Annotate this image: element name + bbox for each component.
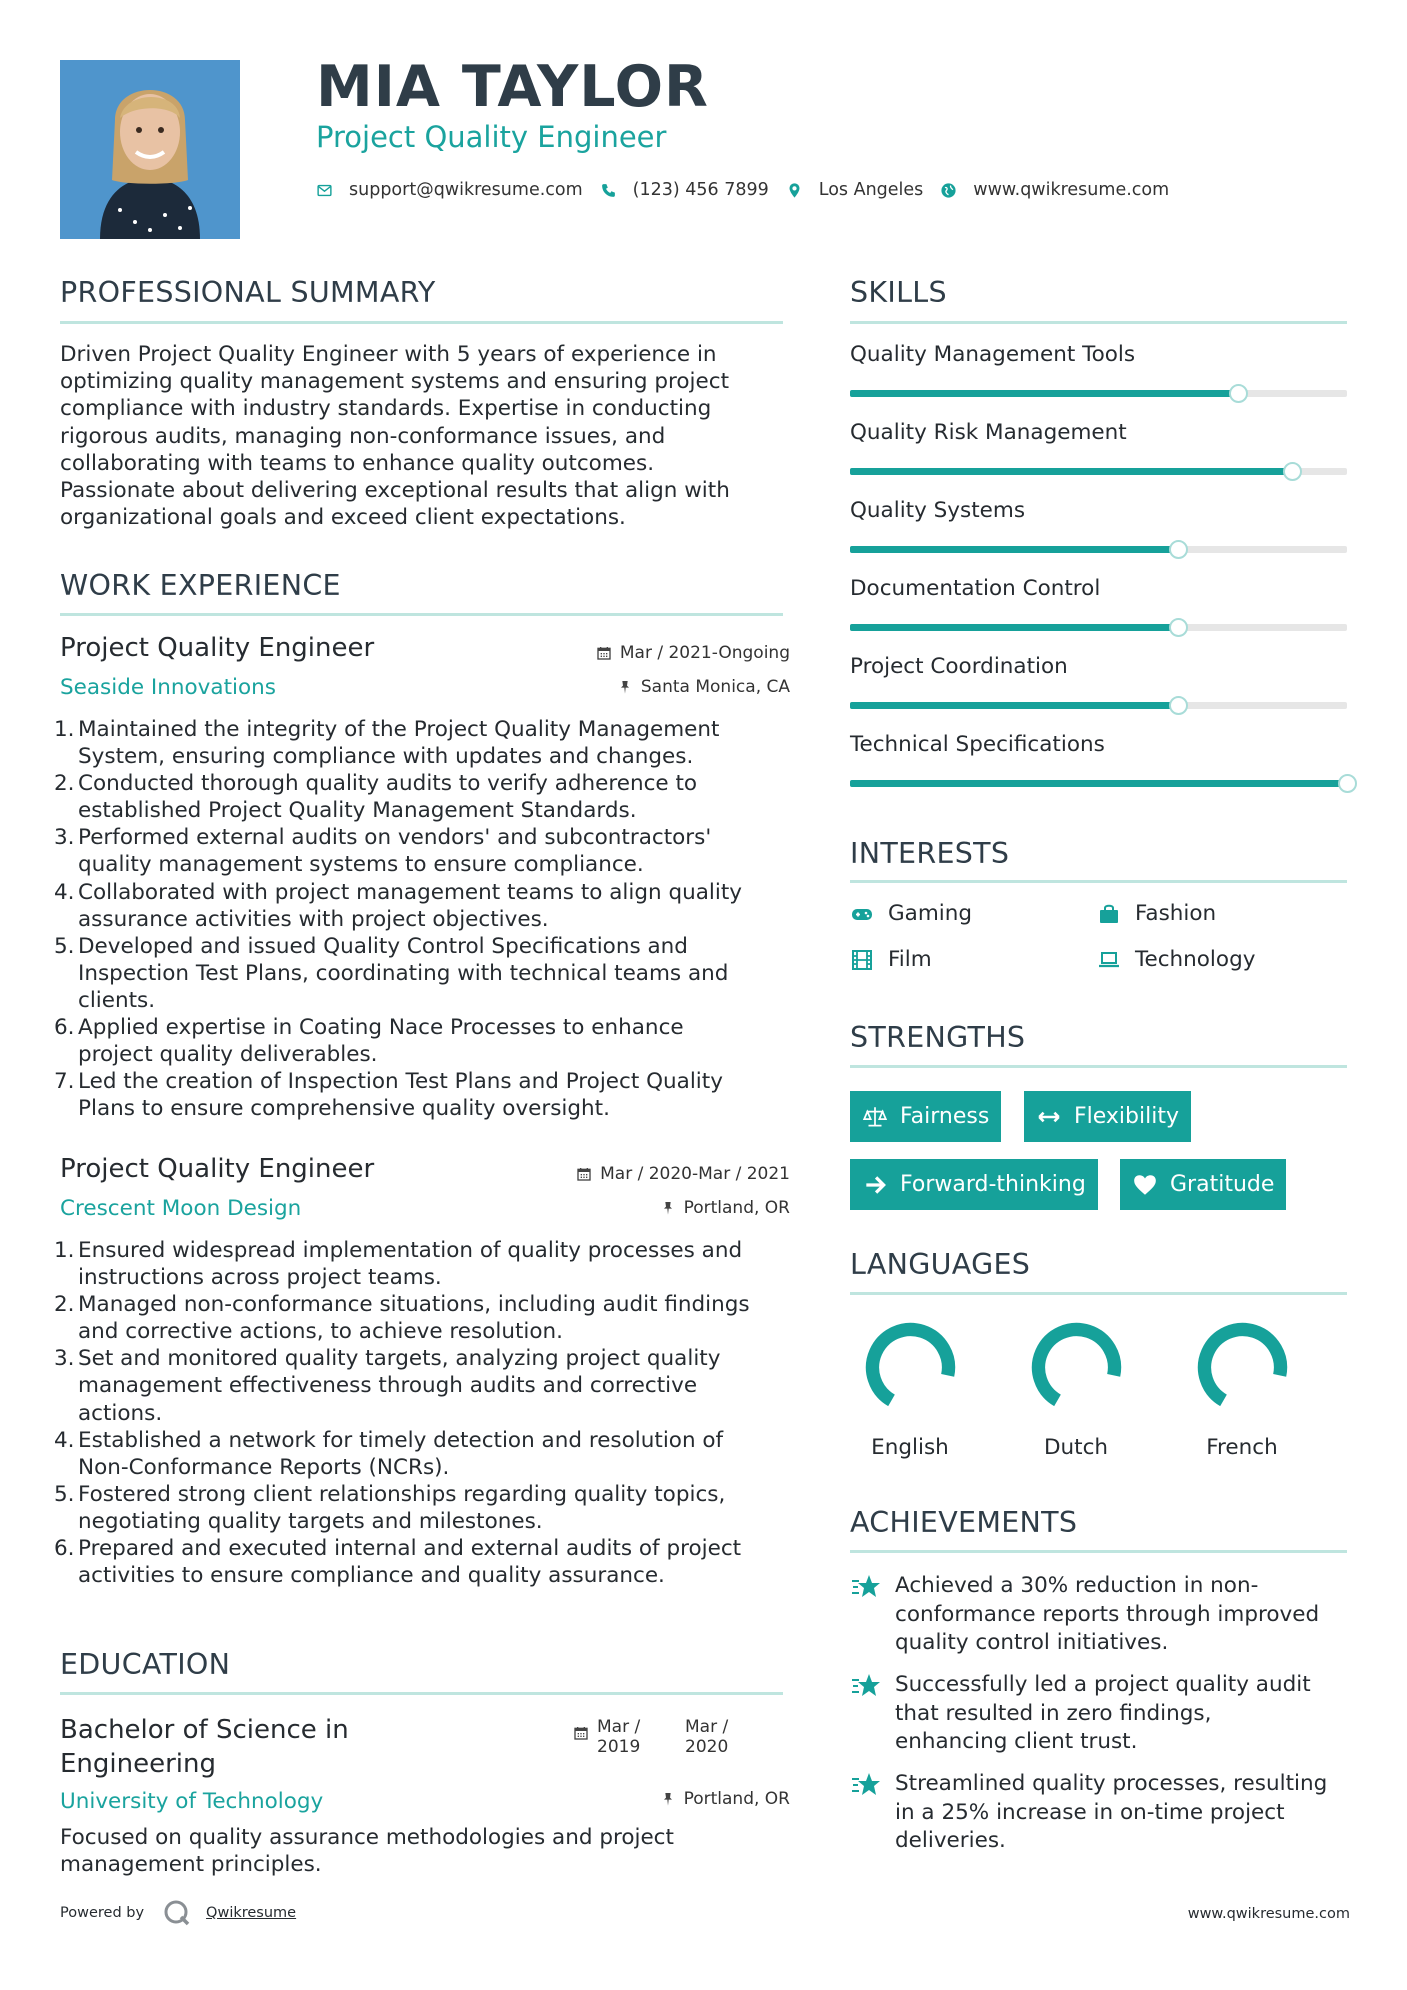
- job-title: Project Quality Engineer: [60, 633, 375, 663]
- skill-label: Quality Management Tools: [850, 342, 1136, 367]
- language-ring: [1029, 1320, 1124, 1415]
- summary-line: organizational goals and exceed client expectations.: [60, 505, 626, 531]
- qwikresume-link[interactable]: Qwikresume: [206, 1905, 297, 1921]
- skill-bar-fill: [850, 702, 1178, 709]
- list-item: 5. Developed and issued Quality Control Specifications and Inspection Test Plans, coordinating with technical teams and clients.: [54, 933, 729, 1013]
- heart-icon: [1132, 1172, 1158, 1198]
- contact-phone[interactable]: [600, 180, 769, 200]
- achievement-text: [895, 1572, 1319, 1658]
- language-item: [1011, 1320, 1141, 1460]
- contact-location: [786, 180, 924, 200]
- interests-heading: INTERESTS: [850, 837, 1010, 870]
- qwikresume-logo-icon: [162, 1898, 192, 1928]
- company-name: Crescent Moon Design: [60, 1196, 302, 1221]
- interest-item: [1097, 947, 1255, 972]
- phone-icon: [600, 182, 617, 199]
- summary-text: [60, 341, 790, 531]
- achievement-line: Successfully led a project quality audit: [895, 1672, 1311, 1697]
- experience-heading: WORK EXPERIENCE: [60, 569, 341, 602]
- skill-bar-knob: [1229, 384, 1248, 403]
- footer-website[interactable]: www.qwikresume.com: [1187, 1906, 1350, 1922]
- interest-label: Film: [888, 947, 932, 972]
- job-bullets: [54, 716, 800, 1122]
- list-item: 2. Conducted thorough quality audits to verify adherence to established Project Quality Management Standards.: [54, 771, 698, 824]
- contact-location-text: Los Angeles: [818, 180, 924, 200]
- achievement-line: conformance reports through improved: [895, 1601, 1320, 1627]
- job-title: Project Quality Engineer: [60, 1154, 375, 1184]
- skill-bar-knob: [1338, 774, 1357, 793]
- language-label: Dutch: [1043, 1435, 1109, 1460]
- strengths-divider: [850, 1065, 1347, 1068]
- achievement-line: deliveries.: [895, 1828, 1006, 1853]
- list-item: 5. Fostered strong client relationships regarding quality topics, negotiating quality targets and milestones.: [54, 1481, 726, 1534]
- school-name: University of Technology: [60, 1789, 324, 1814]
- arrow-right-icon: [862, 1172, 888, 1198]
- language-ring: [1195, 1320, 1290, 1415]
- globe-icon: [940, 182, 957, 199]
- strength-label: Gratitude: [1170, 1172, 1275, 1197]
- skill-bar-fill: [850, 468, 1292, 475]
- star-award-icon: [850, 1571, 882, 1603]
- language-label: English: [871, 1435, 949, 1460]
- skill-bar: [850, 546, 1347, 553]
- job-dates: [576, 1164, 790, 1184]
- pushpin-icon: [617, 679, 633, 695]
- achievement-line: Streamlined quality processes, resulting: [895, 1771, 1328, 1796]
- job-bullets: [54, 1237, 805, 1589]
- gamepad-icon: [850, 902, 874, 926]
- interest-label: Technology: [1135, 947, 1256, 972]
- film-icon: [850, 948, 874, 972]
- arrows-horizontal-icon: [1036, 1104, 1062, 1130]
- summary-heading: PROFESSIONAL SUMMARY: [60, 276, 436, 309]
- interest-item: [850, 901, 972, 926]
- summary-line: collaborating with teams to enhance quality outcomes.: [60, 450, 655, 476]
- list-item: 4. Established a network for timely detection and resolution of Non-Conformance Reports (NCRs).: [54, 1427, 724, 1480]
- education-location: [660, 1789, 790, 1809]
- pushpin-icon: [660, 1200, 676, 1216]
- education-end: Mar / 2020: [685, 1717, 729, 1757]
- experience-divider: [60, 613, 783, 616]
- achievement-text: [895, 1770, 1327, 1856]
- list-item: 6. Prepared and executed internal and external audits of project activities to ensure compliance and quality assurance.: [54, 1536, 742, 1589]
- job-location-text: Portland, OR: [683, 1198, 790, 1218]
- achievements-heading: ACHIEVEMENTS: [850, 1506, 1078, 1539]
- education-desc-line: Focused on quality assurance methodologies and project: [60, 1825, 674, 1850]
- achievements-divider: [850, 1550, 1347, 1553]
- achievement-item: [850, 1572, 1350, 1658]
- education-divider: [60, 1692, 783, 1695]
- contact-website[interactable]: [940, 180, 1169, 200]
- strength-badge: [850, 1159, 1098, 1210]
- calendar-icon: [596, 645, 612, 661]
- language-item: [1177, 1320, 1307, 1460]
- laptop-icon: [1097, 948, 1121, 972]
- job-location: [660, 1198, 790, 1218]
- summary-line: Passionate about delivering exceptional results that align with: [60, 478, 730, 504]
- list-item: 2. Managed non-conformance situations, including audit findings and corrective actions, to achieve resolution.: [54, 1292, 750, 1345]
- calendar-icon: [576, 1166, 592, 1182]
- job-location: [617, 677, 790, 697]
- languages-heading: LANGUAGES: [850, 1248, 1031, 1281]
- contact-email[interactable]: [316, 180, 583, 200]
- interests-divider: [850, 880, 1347, 883]
- list-item: 7. Led the creation of Inspection Test Plans and Project Quality Plans to ensure comprehensive quality oversight.: [54, 1069, 723, 1122]
- language-label: French: [1206, 1435, 1278, 1460]
- list-item: 3. Performed external audits on vendors' and subcontractors' quality management systems to ensure compliance.: [54, 825, 712, 878]
- calendar-icon: [573, 1725, 589, 1741]
- strength-label: Forward-thinking: [900, 1172, 1086, 1197]
- strength-badge: [1120, 1159, 1286, 1210]
- skill-bar: [850, 780, 1347, 787]
- list-item: 4. Collaborated with project management teams to align quality assurance activities with project objectives.: [54, 879, 743, 932]
- contact-phone-text: (123) 456 7899: [632, 180, 769, 200]
- skill-bar: [850, 624, 1347, 631]
- interest-label: Fashion: [1135, 901, 1217, 926]
- summary-line: compliance with industry standards. Expertise in conducting: [60, 396, 712, 422]
- summary-line: rigorous audits, managing non-conformance issues, and: [60, 423, 666, 449]
- contact-email-text: support@qwikresume.com: [349, 180, 583, 200]
- summary-divider: [60, 321, 783, 324]
- strength-badge: [850, 1091, 1001, 1142]
- summary-line: optimizing quality management systems and ensuring project: [60, 369, 729, 395]
- skill-label: Technical Specifications: [850, 732, 1105, 757]
- education-desc-line: management principles.: [60, 1852, 322, 1878]
- achievement-item: [850, 1671, 1350, 1757]
- skill-bar-knob: [1169, 696, 1188, 715]
- achievement-line: quality control initiatives.: [895, 1630, 1169, 1655]
- skill-label: Project Coordination: [850, 654, 1068, 679]
- interest-label: Gaming: [888, 901, 973, 926]
- list-item: 1. Maintained the integrity of the Project Quality Management System, ensuring compliance with updates and changes.: [54, 717, 720, 770]
- skills-divider: [850, 321, 1347, 324]
- language-ring: [863, 1320, 958, 1415]
- star-award-icon: [850, 1769, 882, 1801]
- skill-bar-knob: [1169, 540, 1188, 559]
- strength-label: Flexibility: [1074, 1104, 1179, 1129]
- achievement-line: that resulted in zero findings,: [895, 1700, 1212, 1726]
- pushpin-icon: [660, 1791, 676, 1807]
- languages-divider: [850, 1292, 1347, 1295]
- skill-bar: [850, 702, 1347, 709]
- contact-website-text: www.qwikresume.com: [973, 180, 1170, 200]
- list-item: 3. Set and monitored quality targets, analyzing project quality management effectiveness through audits and corrective actions.: [54, 1346, 721, 1426]
- education-location-text: Portland, OR: [683, 1789, 790, 1809]
- job-dates: [596, 643, 790, 663]
- envelope-icon: [316, 182, 333, 199]
- skills-heading: SKILLS: [850, 276, 947, 309]
- skill-label: Quality Systems: [850, 498, 1026, 523]
- education-start: Mar / 2019: [597, 1717, 641, 1757]
- education-description: [60, 1824, 780, 1878]
- skill-label: Documentation Control: [850, 576, 1101, 601]
- degree-title: [60, 1713, 349, 1781]
- bag-icon: [1097, 902, 1121, 926]
- interest-item: [850, 947, 932, 972]
- achievement-line: Achieved a 30% reduction in non-: [895, 1573, 1259, 1598]
- strength-label: Fairness: [900, 1104, 990, 1129]
- profile-photo: [60, 60, 240, 239]
- degree-line: Engineering: [60, 1749, 216, 1779]
- skill-label: Quality Risk Management: [850, 420, 1127, 445]
- skill-bar-knob: [1169, 618, 1188, 637]
- job-dates-text: Mar / 2021-Ongoing: [619, 643, 790, 663]
- skill-bar-fill: [850, 780, 1347, 787]
- achievement-text: [895, 1671, 1311, 1757]
- skill-bar-fill: [850, 390, 1238, 397]
- list-item: 6. Applied expertise in Coating Nace Processes to enhance project quality deliverables.: [54, 1015, 684, 1068]
- list-item: 1. Ensured widespread implementation of quality processes and instructions across project teams.: [54, 1238, 743, 1291]
- contact-bar: [316, 180, 1186, 200]
- skill-bar-knob: [1283, 462, 1302, 481]
- job-location-text: Santa Monica, CA: [640, 677, 790, 697]
- education-heading: EDUCATION: [60, 1648, 231, 1681]
- strengths-heading: STRENGTHS: [850, 1021, 1026, 1054]
- candidate-title: Project Quality Engineer: [316, 120, 667, 154]
- map-pin-icon: [786, 182, 803, 199]
- achievement-line: in a 25% increase in on-time project: [895, 1799, 1285, 1825]
- education-dates: [573, 1717, 728, 1757]
- skill-bar-fill: [850, 624, 1178, 631]
- portrait-image: [60, 60, 240, 239]
- job-dates-text: Mar / 2020-Mar / 2021: [600, 1164, 790, 1184]
- achievement-line: enhancing client trust.: [895, 1729, 1138, 1754]
- language-item: [845, 1320, 975, 1460]
- interest-item: [1097, 901, 1216, 926]
- skill-bar: [850, 468, 1347, 475]
- powered-by: [60, 1898, 296, 1928]
- candidate-name: MIA TAYLOR: [316, 54, 709, 120]
- skill-bar: [850, 390, 1347, 397]
- scale-icon: [862, 1104, 888, 1130]
- achievement-item: [850, 1770, 1350, 1856]
- degree-line: Bachelor of Science in: [60, 1715, 349, 1745]
- skill-bar-fill: [850, 546, 1178, 553]
- company-name: Seaside Innovations: [60, 675, 276, 700]
- strength-badge: [1024, 1091, 1191, 1142]
- summary-line: Driven Project Quality Engineer with 5 years of experience in: [60, 342, 717, 367]
- powered-by-label: Powered by: [60, 1905, 145, 1921]
- star-award-icon: [850, 1670, 882, 1702]
